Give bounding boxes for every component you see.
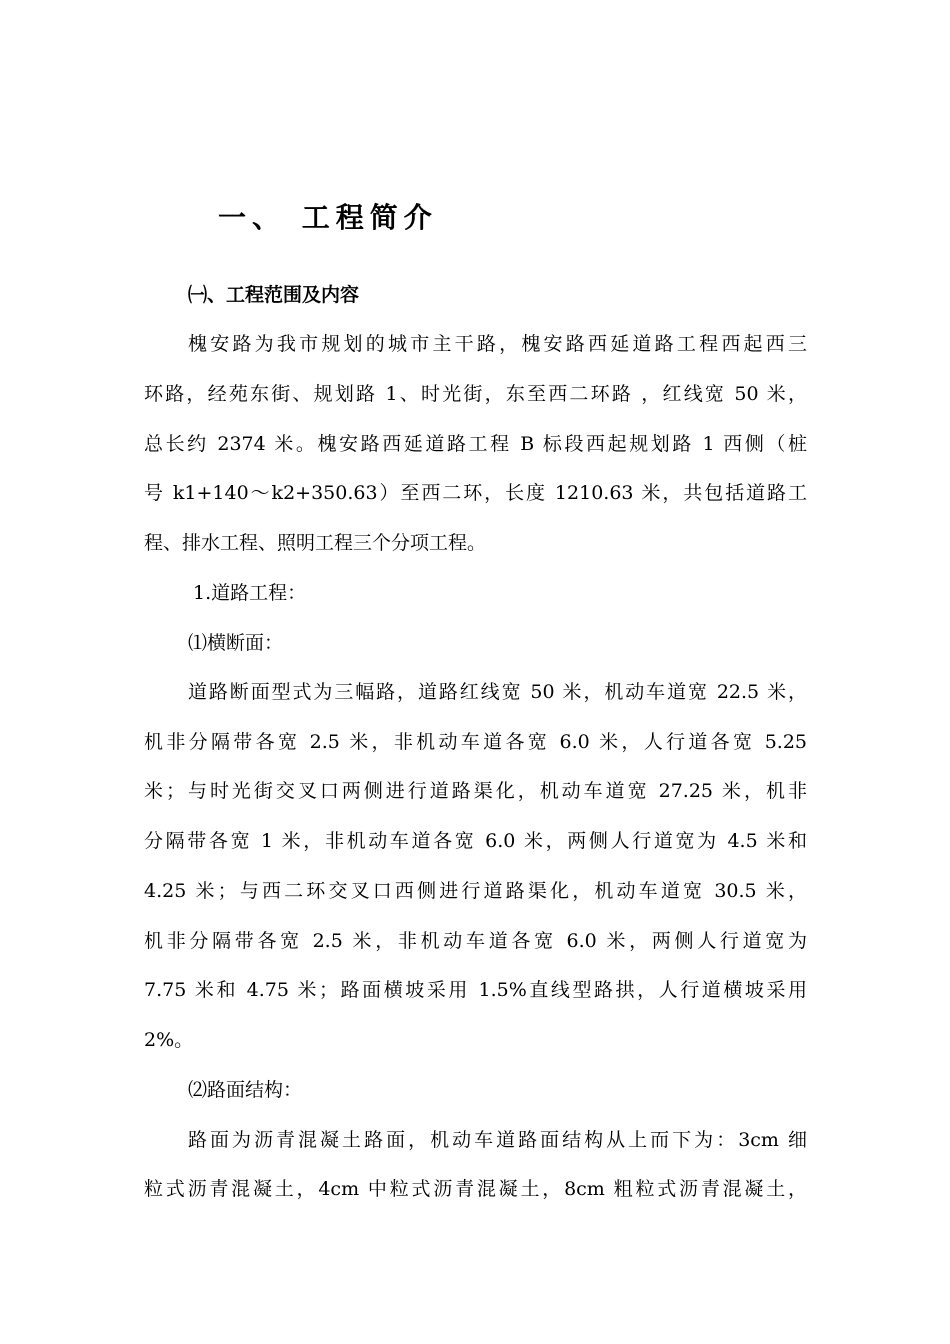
paragraph-line: 总长约 2374 米。槐安路西延道路工程 B 标段西起规划路 1 西侧（桩 [144, 433, 807, 455]
paragraph-line: 程、排水工程、照明工程三个分项工程。 [144, 532, 487, 554]
paragraph-line: 环路，经苑东街、规划路 1、时光街，东至西二环路 ，红线宽 50 米， [144, 383, 807, 405]
paragraph-line: 号 k1+140～k2+350.63）至西二环，长度 1210.63 米，共包括道路工 [144, 482, 807, 504]
paragraph-line: 道路断面型式为三幅路，道路红线宽 50 米，机动车道宽 22.5 米， [188, 681, 807, 703]
section-heading: ㈠、工程范围及内容 [188, 284, 360, 306]
paragraph-line: 米；与时光街交叉口两侧进行道路渠化，机动车道宽 27.25 米，机非 [144, 780, 807, 802]
paragraph-line: 机非分隔带各宽 2.5 米，非机动车道各宽 6.0 米，人行道各宽 5.25 [144, 731, 807, 753]
paragraph-line: 路面为沥青混凝土路面，机动车道路面结构从上而下为：3cm 细 [188, 1129, 807, 1151]
item-cross-section: ⑴横断面： [188, 632, 284, 654]
item-pavement-structure: ⑵路面结构： [188, 1079, 303, 1101]
paragraph-line: 槐安路为我市规划的城市主干路，槐安路西延道路工程西起西三 [188, 333, 807, 355]
chapter-title: 一、 工程简介 [218, 201, 438, 234]
item-road-engineering: 1.道路工程： [193, 582, 307, 604]
paragraph-line: 7.75 米和 4.75 米；路面横坡采用 1.5%直线型路拱，人行道横坡采用 [144, 979, 807, 1001]
paragraph-line: 分隔带各宽 1 米，非机动车道各宽 6.0 米，两侧人行道宽为 4.5 米和 [144, 830, 807, 852]
paragraph-line: 2%。 [144, 1029, 194, 1051]
paragraph-line: 4.25 米；与西二环交叉口西侧进行道路渠化，机动车道宽 30.5 米， [144, 880, 807, 902]
paragraph-line: 粒式沥青混凝土，4cm 中粒式沥青混凝土，8cm 粗粒式沥青混凝土， [144, 1178, 807, 1200]
paragraph-line: 机非分隔带各宽 2.5 米，非机动车道各宽 6.0 米，两侧人行道宽为 [144, 930, 807, 952]
